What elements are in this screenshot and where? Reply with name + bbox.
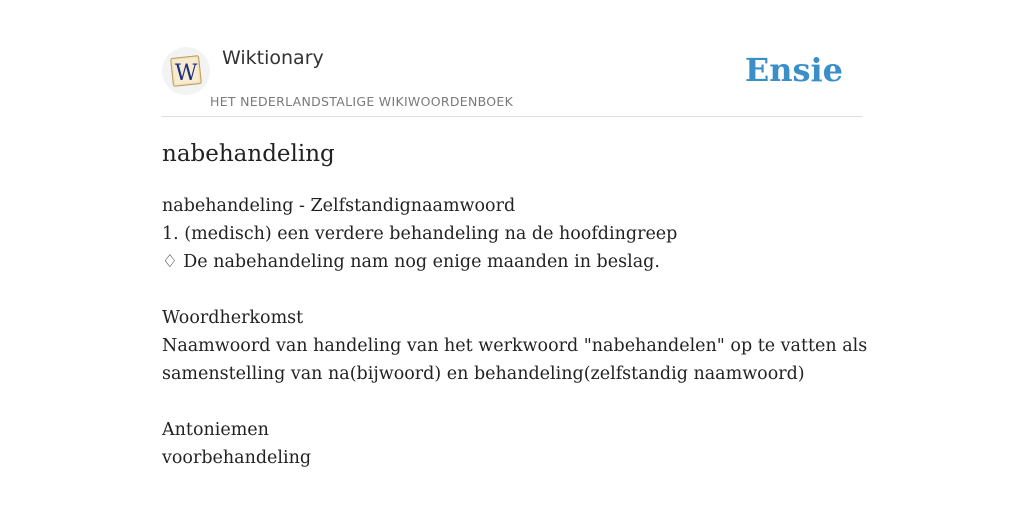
spacer [162, 388, 862, 416]
site-tagline: HET NEDERLANDSTALIGE WIKIWOORDENBOEK [210, 94, 514, 109]
antonym-item: voorbehandeling [162, 448, 312, 468]
page-title: nabehandeling [162, 141, 335, 167]
example-sentence: ♢ De nabehandeling nam nog enige maanden in beslag. [162, 252, 660, 272]
logo-letter: W [174, 61, 198, 86]
etymology-heading: Woordherkomst [162, 308, 304, 328]
definition-header: nabehandeling - Zelfstandignaamwoord [162, 196, 516, 216]
ensie-brand-link[interactable]: Ensie [744, 51, 843, 89]
definition-text: 1. (medisch) een verdere behandeling na de hoofdingreep [162, 224, 678, 244]
antonyms-heading: Antoniemen [162, 420, 269, 440]
etymology-text-line-2: samenstelling van na(bijwoord) en behandeling(zelfstandig naamwoord) [162, 364, 805, 384]
entry-content [162, 192, 868, 472]
spacer [162, 276, 862, 304]
site-header [162, 44, 862, 117]
site-name[interactable]: Wiktionary [222, 47, 324, 69]
etymology-text-line-1: Naamwoord van handeling van het werkwoord "nabehandelen" op te vatten als [162, 336, 868, 356]
wiktionary-logo-icon[interactable] [162, 47, 210, 95]
